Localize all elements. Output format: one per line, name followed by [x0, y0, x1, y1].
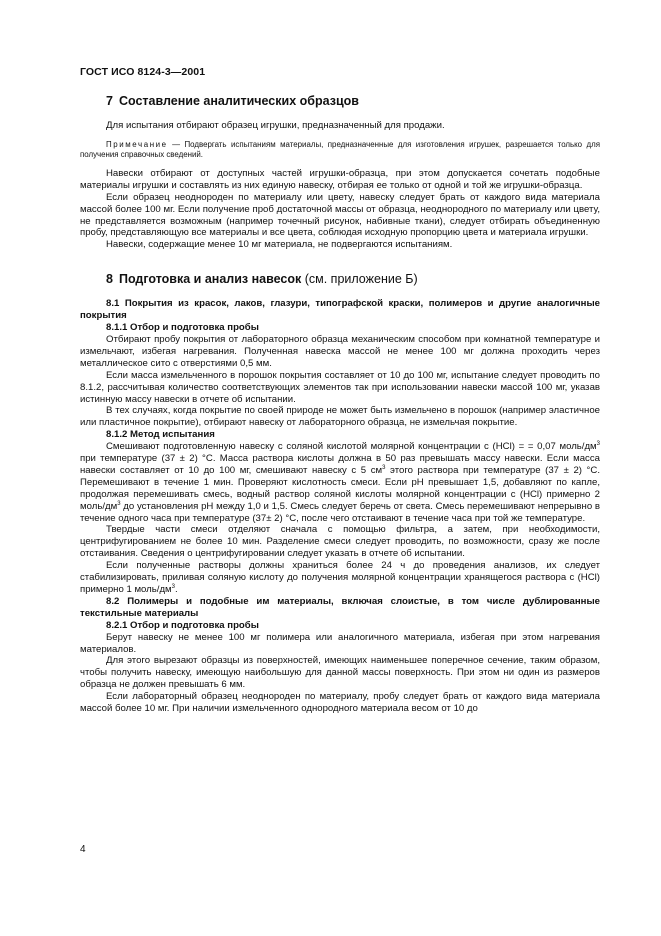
- section-7-intro: Для испытания отбирают образец игрушки, предназначенный для продажи.: [106, 120, 445, 131]
- subsection-8-2-1-paragraph-1: Берут навеску не менее 100 мг полимера или аналогичного материала, избегая при этом нагревания материалов.: [80, 631, 600, 655]
- subsection-8-1-1-paragraph-1: Отбирают пробу покрытия от лабораторного образца механическим способом при комнатной температуре и измельчают, избегая нагревания. Полученная навеска массой не менее 100 мг должна проходить через металлическое сито с отверстиями 0,5 мм.: [80, 333, 600, 369]
- subsection-8-2-heading: 8.2 Полимеры и подобные им материалы, включая слоистые, в том числе дублированные текстильные материалы: [80, 595, 600, 619]
- section-7-title: Составление аналитических образцов: [118, 94, 359, 108]
- page-number: 4: [80, 844, 86, 855]
- section-8-number: 8: [106, 272, 113, 287]
- section-7-paragraph-2: Если образец неоднороден по материалу или цвету, навеску следует брать от каждого вида материала массой более 100 мг. Если получение проб достаточной массы от образца, неоднородного по материалу или цвету, не представляется возможным (например точечный рисунок, набивные ткани), следует отбирать объединенную пробу, представляющую все материалы и все цвета, соблюдая исходную пропорцию цвета и материала игрушки.: [80, 191, 600, 239]
- page-content: [80, 88, 600, 715]
- section-8-heading: [106, 272, 600, 287]
- subsection-8-1-2-heading: 8.1.2 Метод испытания: [106, 429, 215, 441]
- subsection-8-1-2-paragraph-1: Смешивают подготовленную навеску с соляной кислотой молярной концентрации c (HCl) = = 0,07 моль/$дм^3$ при температуре (37 ± 2) °С. Масса раствора кислоты должна в 50 раз превышать массу навески. Если масса навески составляет от 10 до 100 мг, смешивают навеску с 5 $см^3$ этого раствора при температуре (37 ± 2) °С. Перемешивают в течение 1 мин. Проверяют кислотность смеси. Если pH превышает 1,5, добавляют по капле, продолжая перемешивать смесь, водный раствор соляной кислоты молярной концентрации c (HCl) примерно 2 моль/$дм^3$ до установления pH между 1,0 и 1,5. Смесь следует беречь от света. Смесь перемешивают непрерывно в течение одного часа при температуре (37± 2) °С, после чего отстаивают в течение часа при той же температуре.: [80, 440, 600, 524]
- standard-header: ГОСТ ИСО 8124-3—2001: [80, 66, 206, 78]
- subsection-8-1-2-paragraph-2: Твердые части смеси отделяют сначала с помощью фильтра, а затем, при необходимости, центрифугированием не более 10 мин. Разделение смеси следует проводить, по возможности, сразу же после отстаивания. Сведения о центрифугировании следует указать в отчете об испытании.: [80, 524, 600, 560]
- section-7-number: 7: [106, 94, 113, 108]
- subsection-8-1-1-paragraph-3: В тех случаях, когда покрытие по своей природе не может быть измельчено в порошок (например эластичное или пластичное покрытие), отбирают навеску от лабораторного образца, не измельчая покрытие.: [80, 405, 600, 429]
- subsection-8-1-1-heading: 8.1.1 Отбор и подготовка пробы: [106, 322, 259, 334]
- section-8-title: Подготовка и анализ навесок: [118, 272, 302, 287]
- subsection-8-2-1-paragraph-2: Для этого вырезают образцы из поверхностей, имеющих наименьшее поперечное сечение, таким образом, чтобы получить навеску, имеющую наибольшую для данной массы поверхность. При этом ни один из размеров образца не должен превышать 6 мм.: [80, 655, 600, 691]
- subsection-8-2-1-paragraph-3: Если лабораторный образец неоднороден по материалу, пробу следует брать от каждого вида материала массой более 10 мг. При наличии измельченного однородного материала весом от 10 до: [80, 691, 600, 715]
- subsection-8-1-heading: 8.1 Покрытия из красок, лаков, глазури, типографской краски, полимеров и другие аналогичные покрытия: [80, 298, 600, 322]
- note-label: Примечание: [106, 139, 168, 149]
- subsection-8-1-2-paragraph-3: Если полученные растворы должны храниться более 24 ч до проведения анализов, их следует стабилизировать, приливая соляную кислоту до получения молярной концентрации хранящегося раствора c (HCl) примерно 1 моль/$дм^3$.: [80, 560, 600, 595]
- section-8-title-note: (см. приложение Б): [301, 272, 418, 287]
- section-7-paragraph-1: Навески отбирают от доступных частей игрушки-образца, при этом допускается сочетать подобные материалы игрушки и составлять из них единую навеску, отбирая ее только от одной и той же игрушки-образца.: [80, 167, 600, 191]
- section-7-paragraph-3: Навески, содержащие менее 10 мг материала, не подвергаются испытаниям.: [106, 239, 453, 251]
- note-text: — Подвергать испытаниям материалы, предназначенные для изготовления игрушек, разрешается только для получения справочных сведений.: [80, 139, 600, 160]
- section-7-note: [80, 140, 600, 161]
- subsection-8-2-1-heading: 8.2.1 Отбор и подготовка пробы: [106, 619, 259, 631]
- subsection-8-1-1-paragraph-2: Если масса измельченного в порошок покрытия составляет от 10 до 100 мг, испытание следует проводить по 8.1.2, рассчитывая количество соответствующих элементов так при использовании навески массой 100 мг, указав истинную массу навески в отчете об испытании.: [80, 369, 600, 405]
- section-7-heading: [106, 94, 600, 109]
